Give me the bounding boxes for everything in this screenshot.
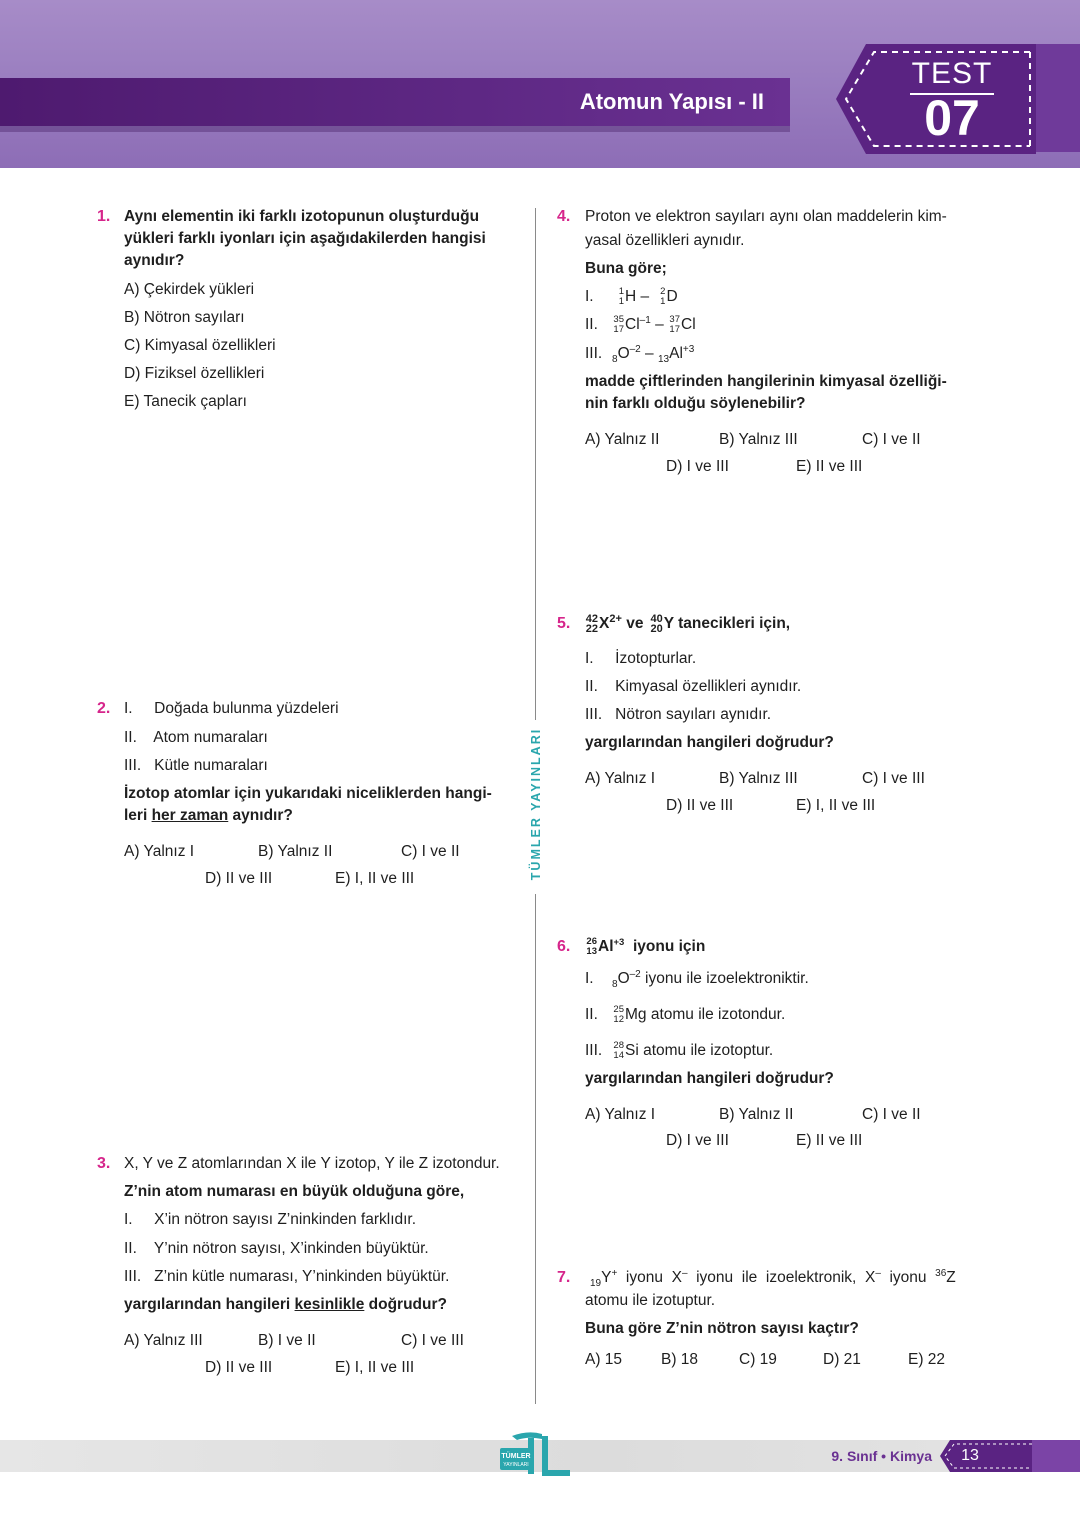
statement-item: II. Atom numaraları — [124, 729, 268, 746]
question-stem-line: madde çiftlerinden hangilerinin kimyasal özelliği- — [585, 373, 947, 390]
question-number: 4. — [557, 208, 571, 225]
atomic-number: 1 — [618, 296, 624, 307]
answer-option-d[interactable]: D) I ve III — [666, 1132, 729, 1149]
element-symbol: Y — [663, 615, 674, 633]
element-symbol: O — [617, 345, 630, 362]
element-symbol: Z — [946, 1269, 956, 1286]
atomic-number: 8 — [612, 979, 618, 991]
ion-charge: –2 — [629, 343, 641, 355]
publisher-vertical-text: TÜMLER YAYINLARI — [529, 727, 543, 881]
statement-item: III. Z’nin kütle numarası, Y’ninkinden büyüktür. — [124, 1268, 450, 1285]
element-symbol: Mg — [625, 1006, 647, 1024]
nuclide-notation — [583, 613, 598, 635]
question-number: 6. — [557, 938, 571, 955]
statement-item: III. Nötron sayıları aynıdır. — [585, 706, 772, 723]
element-symbol: X — [599, 615, 610, 633]
question-condition: Z’nin atom numarası en büyük olduğuna göre, — [124, 1183, 465, 1200]
statement-formula — [612, 314, 696, 336]
answer-option-d[interactable]: D) II ve III — [205, 1359, 273, 1376]
statement-formula — [612, 286, 678, 308]
question-lead: Buna göre; — [585, 260, 667, 277]
question-stem-line — [583, 613, 790, 635]
answer-option-e[interactable]: E) I, II ve III — [335, 1359, 415, 1376]
answer-option-a[interactable]: A) 15 — [585, 1351, 623, 1368]
question-stem-line: yargılarından hangileri doğrudur? — [585, 1070, 834, 1087]
question-stem-line — [124, 805, 293, 827]
mass-number: 37 — [669, 314, 680, 325]
header-corner-block — [1032, 44, 1080, 152]
mass-number: 42 — [585, 613, 598, 625]
logo-text-top: TÜMLER — [501, 1453, 531, 1460]
ion-charge: –2 — [629, 968, 641, 980]
question-stem-line: yargılarından hangileri doğrudur? — [585, 734, 834, 751]
answer-option-c[interactable]: C) Kimyasal özellikleri — [124, 337, 276, 354]
answer-option-b[interactable]: B) Nötron sayıları — [124, 309, 245, 326]
statement-text: atomu ile izotoptur. — [638, 1042, 774, 1060]
mass-number: 2 — [660, 286, 666, 297]
pair-dash: – — [636, 288, 654, 306]
statement-roman: I. — [585, 288, 594, 305]
column-divider-top — [535, 208, 536, 720]
answer-option-e[interactable]: E) II ve III — [796, 458, 863, 475]
element-symbol: Cl — [625, 316, 640, 334]
question-number: 5. — [557, 615, 571, 632]
page-number: 13 — [961, 1447, 979, 1464]
intro-text: iyonu X — [617, 1269, 682, 1286]
answer-option-e[interactable]: E) Tanecik çapları — [124, 393, 247, 410]
element-symbol: H — [625, 288, 637, 306]
test-number: 07 — [924, 90, 980, 146]
atomic-number: 17 — [669, 324, 680, 335]
answer-option-a[interactable]: A) Yalnız I — [585, 1106, 656, 1123]
statement-text: iyonu ile izoelektroniktir. — [640, 970, 809, 987]
stem-text: iyonu için — [624, 938, 706, 956]
intro-text: iyonu — [880, 1269, 936, 1286]
nuclide-notation — [612, 1004, 624, 1026]
question-stem-line: yükleri farklı iyonları için aşağıdakilerden hangisi — [124, 230, 486, 247]
answer-option-b[interactable]: B) Yalnız III — [719, 431, 798, 448]
answer-option-d[interactable]: D) II ve III — [666, 797, 734, 814]
answer-option-a[interactable]: A) Yalnız II — [585, 431, 660, 448]
mass-number: 40 — [650, 613, 663, 625]
answer-option-c[interactable]: C) I ve III — [401, 1332, 464, 1349]
atomic-number: 14 — [613, 1050, 624, 1061]
answer-option-c[interactable]: C) 19 — [739, 1351, 777, 1368]
atomic-number: 19 — [590, 1278, 602, 1290]
nuclide-notation — [612, 286, 624, 308]
statement-item — [612, 1004, 785, 1026]
header-band-shadow — [0, 126, 790, 132]
question-number: 1. — [97, 208, 111, 225]
intro-text: iyonu ile izoelektronik, X — [687, 1269, 876, 1286]
atomic-number: 22 — [585, 623, 598, 635]
answer-option-b[interactable]: B) I ve II — [258, 1332, 316, 1349]
stem-text: aynıdır? — [228, 807, 293, 824]
pair-dash: – — [640, 345, 658, 362]
atomic-number: 13 — [586, 946, 597, 957]
question-stem-line: Buna göre Z’nin nötron sayısı kaçtır? — [585, 1320, 859, 1337]
element-symbol: Al — [669, 345, 683, 362]
answer-option-c[interactable]: C) I ve II — [862, 431, 921, 448]
answer-option-a[interactable]: A) Yalnız I — [585, 770, 656, 787]
answer-option-d[interactable]: D) I ve III — [666, 458, 729, 475]
test-label: TEST — [911, 57, 993, 90]
answer-option-e[interactable]: E) 22 — [908, 1351, 946, 1368]
statement-roman: III. — [585, 1042, 603, 1059]
publisher-logo — [498, 1430, 574, 1480]
statement-item: I. İzotopturlar. — [585, 650, 697, 667]
answer-option-b[interactable]: B) Yalnız III — [719, 770, 798, 787]
statement-item: I. X’in nötron sayısı Z’ninkinden farklıdır. — [124, 1211, 417, 1228]
statement-roman: II. — [585, 316, 598, 333]
ion-charge: + — [611, 1267, 618, 1279]
question-stem-line: İzotop atomlar için yukarıdaki niceliklerden hangi- — [124, 785, 492, 802]
answer-option-d[interactable]: D) 21 — [823, 1351, 861, 1368]
nuclide-notation — [585, 936, 597, 958]
atomic-number: 13 — [657, 354, 670, 366]
element-symbol: Cl — [681, 316, 696, 334]
mass-number: 25 — [613, 1004, 624, 1015]
answer-option-c[interactable]: C) I ve III — [862, 770, 925, 787]
answer-option-a[interactable]: A) Yalnız III — [124, 1332, 203, 1349]
atomic-number: 12 — [613, 1014, 624, 1025]
element-symbol: D — [666, 288, 678, 306]
atomic-number: 1 — [660, 296, 666, 307]
mass-number: 36 — [935, 1267, 947, 1279]
stem-text: yargılarından hangileri — [124, 1296, 295, 1313]
statement-item — [612, 1040, 773, 1062]
nuclide-notation — [648, 613, 663, 635]
question-stem-line: aynıdır? — [124, 252, 185, 269]
mass-number: 26 — [586, 936, 597, 947]
question-intro: yasal özellikleri aynıdır. — [585, 232, 745, 249]
element-symbol: Al — [598, 938, 614, 956]
mass-number: 1 — [618, 286, 624, 297]
ion-charge: +3 — [682, 343, 695, 355]
stem-underlined-text: kesinlikle — [294, 1296, 365, 1313]
atomic-number: 8 — [612, 354, 618, 366]
statement-item — [612, 968, 809, 990]
question-intro — [590, 1267, 956, 1289]
statement-text: atomu ile izotondur. — [646, 1006, 786, 1024]
ion-charge: 2+ — [609, 612, 622, 625]
element-symbol: O — [617, 970, 630, 987]
footer-course-label: 9. Sınıf • Kimya — [831, 1448, 932, 1464]
answer-option-c[interactable]: C) I ve II — [401, 843, 460, 860]
statement-item: II. Y’nin nötron sayısı, X’inkinden büyüktür. — [124, 1240, 429, 1257]
answer-option-a[interactable]: A) Yalnız I — [124, 843, 195, 860]
statement-roman: I. — [585, 970, 594, 987]
mass-number: 28 — [613, 1040, 624, 1051]
question-number: 2. — [97, 700, 111, 717]
pair-dash: – — [650, 316, 668, 334]
question-number: 7. — [557, 1269, 571, 1286]
stem-text: tanecikleri için, — [673, 615, 791, 633]
answer-option-e[interactable]: E) II ve III — [796, 1132, 863, 1149]
ion-charge: +3 — [613, 936, 625, 948]
logo-text-bottom: YAYINLARI — [503, 1462, 529, 1468]
question-intro: Proton ve elektron sayıları aynı olan maddelerin kim- — [585, 208, 947, 225]
nuclide-notation — [612, 314, 624, 336]
statement-item: II. Kimyasal özellikleri aynıdır. — [585, 678, 802, 695]
ion-charge: – — [875, 1267, 881, 1279]
stem-text: leri — [124, 807, 152, 824]
question-number: 3. — [97, 1155, 111, 1172]
question-stem-line: Aynı elementin iki farklı izotopunun oluşturduğu — [124, 208, 480, 225]
statement-roman: III. — [585, 345, 603, 362]
ion-charge: – — [681, 1267, 688, 1279]
answer-option-b[interactable]: B) 18 — [661, 1351, 699, 1368]
answer-option-d[interactable]: D) II ve III — [205, 870, 273, 887]
element-symbol: Si — [625, 1042, 639, 1060]
question-stem-line — [585, 936, 705, 958]
nuclide-notation — [612, 1040, 624, 1062]
nuclide-notation — [653, 286, 665, 308]
page-title: Atomun Yapısı - II — [579, 89, 764, 114]
answer-option-a[interactable]: A) Çekirdek yükleri — [124, 281, 255, 298]
question-stem-line: nin farklı olduğu söylenebilir? — [585, 395, 806, 412]
mass-number: 35 — [613, 314, 624, 325]
stem-text: ve — [621, 615, 648, 633]
statement-item: I. Doğada bulunma yüzdeleri — [124, 700, 339, 717]
answer-option-b[interactable]: B) Yalnız II — [258, 843, 333, 860]
answer-option-e[interactable]: E) I, II ve III — [796, 797, 876, 814]
nuclide-notation — [668, 314, 680, 336]
statement-item: III. Kütle numaraları — [124, 757, 268, 774]
stem-text: doğrudur? — [364, 1296, 447, 1313]
question-intro: atomu ile izotuptur. — [585, 1292, 716, 1309]
answer-option-b[interactable]: B) Yalnız II — [719, 1106, 794, 1123]
column-divider-bottom — [535, 894, 536, 1404]
statement-roman: II. — [585, 1006, 598, 1023]
question-intro: X, Y ve Z atomlarından X ile Y izotop, Y ile Z izotondur. — [124, 1155, 500, 1172]
answer-option-c[interactable]: C) I ve II — [862, 1106, 921, 1123]
element-symbol: Y — [601, 1269, 612, 1286]
statement-formula — [612, 343, 694, 365]
answer-option-d[interactable]: D) Fiziksel özellikleri — [124, 365, 265, 382]
atomic-number: 20 — [650, 623, 663, 635]
ion-charge: –1 — [639, 314, 651, 326]
stem-underlined-text: her zaman — [151, 807, 229, 824]
answer-option-e[interactable]: E) I, II ve III — [335, 870, 415, 887]
atomic-number: 17 — [613, 324, 624, 335]
question-stem-line — [124, 1294, 447, 1316]
